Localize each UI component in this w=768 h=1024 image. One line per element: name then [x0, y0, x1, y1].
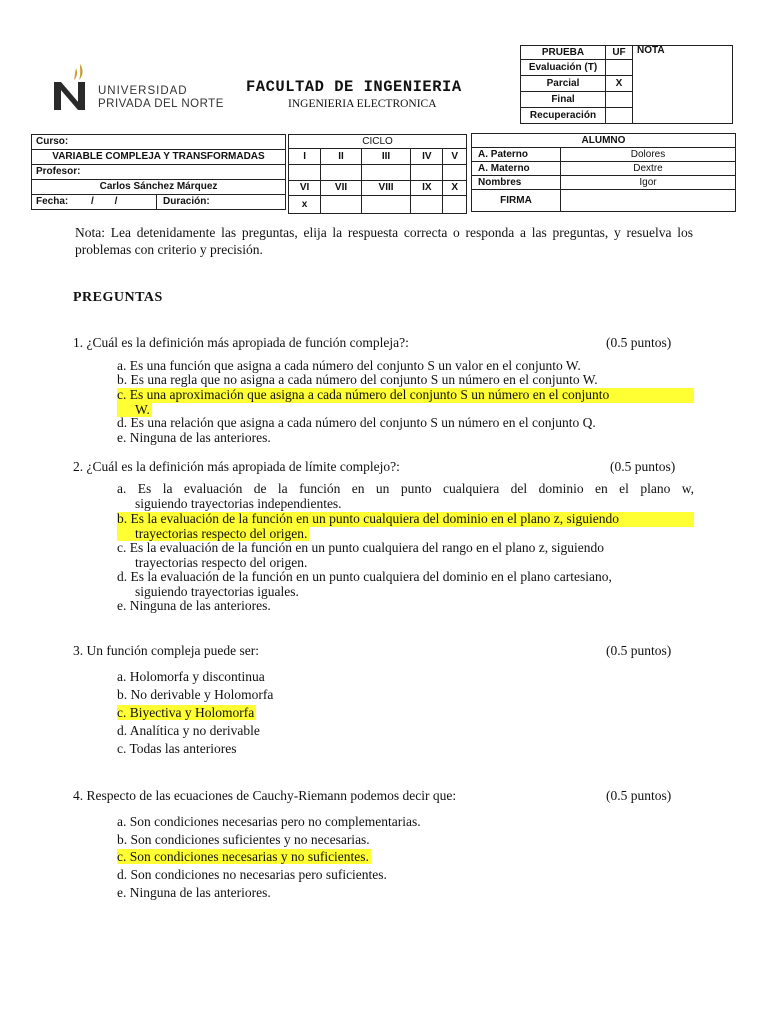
fecha-label: Fecha:	[36, 196, 69, 207]
ciclo-cell: III	[361, 149, 410, 165]
duracion-label: Duración:	[157, 195, 286, 210]
answer-line: trayectorias respecto del origen.	[117, 527, 309, 542]
answer-line: d. Es la evaluación de la función en un punto cualquiera del dominio en el plano cartesiano,	[117, 569, 612, 584]
ciclo-mark	[321, 196, 362, 214]
answer-line: W.	[117, 403, 152, 418]
ciclo-cell: II	[321, 149, 362, 165]
fecha-separator: /	[114, 196, 118, 207]
question-1: 1. ¿Cuál es la definición más apropiada de función compleja?:	[73, 335, 409, 350]
answer-line: b. Son condiciones suficientes y no necesarias.	[117, 832, 370, 847]
fecha-separator: /	[91, 196, 94, 207]
preguntas-heading: PREGUNTAS	[73, 290, 163, 305]
answer-option[interactable]	[117, 886, 271, 901]
materno-value: Dextre	[561, 162, 736, 176]
curso-value: VARIABLE COMPLEJA Y TRANSFORMADAS	[32, 150, 286, 165]
question-4: 4. Respecto de las ecuaciones de Cauchy-Riemann podemos decir que:	[73, 788, 457, 803]
nombres-label: Nombres	[472, 176, 561, 190]
answer-line: c. Biyectiva y Holomorfa	[117, 705, 255, 720]
course-table	[31, 134, 286, 210]
paterno-value: Dolores	[561, 148, 736, 162]
profesor-value: Carlos Sánchez Márquez	[32, 180, 286, 195]
answer-option[interactable]	[117, 688, 273, 703]
prueba-header: PRUEBA	[521, 46, 606, 60]
answer-option[interactable]	[117, 833, 370, 848]
answer-option[interactable]	[117, 868, 387, 883]
answer-line: siguiendo trayectorias independientes.	[135, 495, 342, 511]
career-title: INGENIERIA ELECTRONICA	[288, 98, 437, 110]
nombres-value: Igor	[561, 176, 736, 190]
ciclo-mark	[361, 196, 410, 214]
materno-label: A. Materno	[472, 162, 561, 176]
question-2-points: (0.5 puntos)	[610, 459, 676, 474]
grade-row-mark	[606, 60, 633, 76]
grade-row-label: Parcial	[521, 76, 606, 92]
answer-line: c. Es una aproximación que asigna a cada número del conjunto S un número en el conjunto	[117, 388, 694, 403]
ciclo-cell: IV	[411, 149, 443, 165]
ciclo-cell: VI	[289, 181, 321, 196]
answer-line: b. No derivable y Holomorfa	[117, 687, 274, 702]
ciclo-mark	[411, 196, 443, 214]
logo-line-1: UNIVERSIDAD	[98, 85, 188, 97]
ciclo-cell: VII	[321, 181, 362, 196]
alumno-table	[471, 133, 736, 212]
answer-line: c. Son condiciones necesarias y no suficientes.	[117, 849, 369, 864]
answer-line: d. Analítica y no derivable	[117, 723, 260, 738]
grade-table	[520, 45, 733, 124]
profesor-label: Profesor:	[32, 165, 286, 180]
answer-line: a. Son condiciones necesarias pero no complementarias.	[117, 814, 421, 829]
answer-line: c. Es la evaluación de la función en un punto cualquiera del rango en el plano z, siguiendo	[117, 540, 604, 555]
answer-option[interactable]	[117, 416, 694, 431]
answer-option-highlighted[interactable]	[117, 706, 256, 721]
ciclo-cell: I	[289, 149, 321, 165]
answer-option[interactable]	[117, 431, 694, 446]
firma-label: FIRMA	[472, 190, 561, 212]
curso-label: Curso:	[32, 135, 286, 150]
question-2: 2. ¿Cuál es la definición más apropiada de límite complejo?:	[73, 459, 400, 474]
nota-header: NOTA	[633, 46, 733, 124]
grade-row-mark: X	[606, 76, 633, 92]
paterno-label: A. Paterno	[472, 148, 561, 162]
university-logo	[50, 62, 240, 112]
question-1-points: (0.5 puntos)	[606, 335, 672, 350]
answer-line: b. Es una regla que no asigna a cada número del conjunto S un número en el conjunto W.	[117, 372, 598, 387]
answer-option[interactable]	[117, 742, 237, 757]
ciclo-cell: X	[443, 181, 467, 196]
answer-line: a. Holomorfa y discontinua	[117, 669, 265, 684]
answer-option[interactable]	[117, 670, 265, 685]
grade-row-label: Evaluación (T)	[521, 60, 606, 76]
ciclo-mark	[443, 196, 467, 214]
answer-line: d. Son condiciones no necesarias pero suficientes.	[117, 867, 387, 882]
answer-line: e. Ninguna de las anteriores.	[117, 430, 271, 445]
answer-option[interactable]	[117, 815, 421, 830]
unp-n-icon	[50, 62, 94, 112]
ciclo-table	[288, 134, 467, 214]
question-4-points: (0.5 puntos)	[606, 788, 672, 803]
ciclo-cell: VIII	[361, 181, 410, 196]
grade-row-mark	[606, 108, 633, 124]
answer-line: c. Todas las anteriores	[117, 741, 237, 756]
question-3: 3. Un función compleja puede ser:	[73, 643, 259, 658]
answer-line: b. Es la evaluación de la función en un punto cualquiera del dominio en el plano z, siguiendo	[117, 512, 694, 527]
ciclo-cell: IX	[411, 181, 443, 196]
answer-option-highlighted[interactable]	[117, 850, 371, 865]
firma-field[interactable]	[561, 190, 736, 212]
nota-paragraph: Nota: Lea detenidamente las preguntas, elija la respuesta correcta o responda a las preguntas, y resuelva los problemas con criterio y precisión.	[75, 225, 693, 257]
fecha-field[interactable]	[32, 195, 157, 210]
answer-option-highlighted[interactable]	[117, 388, 694, 417]
answer-option[interactable]	[117, 541, 694, 570]
alumno-title: ALUMNO	[472, 134, 736, 148]
answer-line: e. Ninguna de las anteriores.	[117, 885, 271, 900]
grade-row-label: Final	[521, 92, 606, 108]
ciclo-title: CICLO	[289, 135, 467, 149]
answer-option[interactable]	[117, 373, 694, 388]
faculty-title: FACULTAD DE INGENIERIA	[246, 78, 462, 96]
answer-option[interactable]	[117, 570, 694, 599]
answer-line: a. Es la evaluación de la función en un punto cualquiera del dominio en el plano w,	[117, 481, 694, 496]
uf-header: UF	[606, 46, 633, 60]
answer-option[interactable]	[117, 599, 694, 614]
answer-line: a. Es una función que asigna a cada número del conjunto S un valor en el conjunto W.	[117, 358, 581, 373]
answer-option[interactable]	[117, 724, 260, 739]
answer-option[interactable]	[117, 482, 694, 511]
ciclo-mark: x	[289, 196, 321, 214]
ciclo-cell: V	[443, 149, 467, 165]
logo-line-2: PRIVADA DEL NORTE	[98, 98, 224, 110]
answer-line: d. Es una relación que asigna a cada número del conjunto S un número en el conjunto Q.	[117, 415, 596, 430]
grade-row-label: Recuperación	[521, 108, 606, 124]
grade-row-mark	[606, 92, 633, 108]
answer-option-highlighted[interactable]	[117, 512, 694, 541]
answer-line: trayectorias respecto del origen.	[135, 554, 308, 570]
answer-line: e. Ninguna de las anteriores.	[117, 598, 271, 613]
answer-line: siguiendo trayectorias iguales.	[135, 583, 299, 599]
question-3-points: (0.5 puntos)	[606, 643, 672, 658]
